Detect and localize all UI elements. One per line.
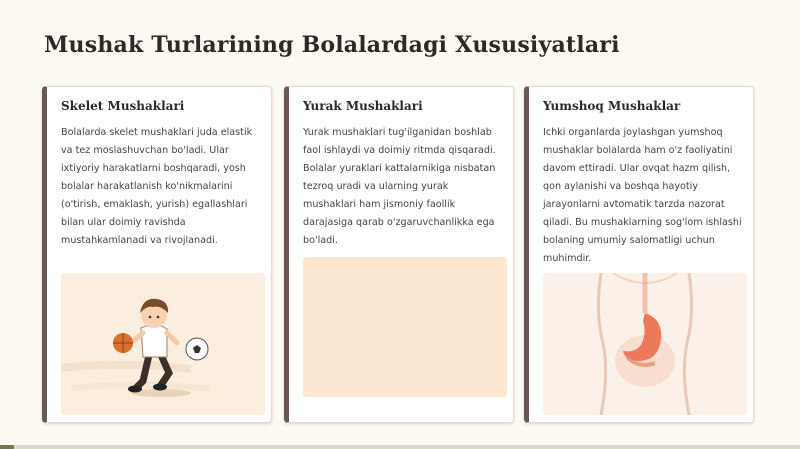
card-heart-muscles — [284, 86, 514, 423]
placeholder-image — [303, 257, 507, 397]
card-skeletal-muscles — [42, 86, 272, 423]
child-playing-ball-icon — [61, 273, 265, 415]
torso-stomach-illustration — [543, 273, 747, 415]
card-heading: Yurak Mushaklari — [303, 99, 423, 113]
card-body-text: Bolalarda skelet mushaklari juda elastik va tez moslashuvchan bo'ladi. Ular ixtiyoriy harakatlarni boshqaradi, yosh bolalar harakatlanish ko'nikmalarini (o'tirish, emaklash, yurish) egallashlari bilan ular doimiy ravishda mustahkamlanadi va rivojlanadi. — [61, 127, 253, 246]
card-heading: Yumshoq Mushaklar — [543, 99, 681, 113]
card-body-text: Ichki organlarda joylashgan yumshoq mushaklar bolalarda ham o'z faoliyatini davom ettiradi. Ular ovqat hazm qilish, qon aylanishi va boshqa hayotiy jarayonlarni avtomatik tarzda nazorat qiladi. Bu mushaklarning sog'lom ishlashi bolaning umumiy salomatligi uchun muhimdir. — [543, 127, 742, 264]
footer-accent — [0, 445, 14, 449]
card-smooth-muscles — [524, 86, 754, 423]
child-playing-ball-illustration — [61, 273, 265, 415]
footer-divider — [0, 445, 800, 449]
torso-stomach-icon — [543, 273, 747, 415]
page-title: Mushak Turlarining Bolalardagi Xususiyatlari — [44, 32, 620, 58]
card-body-text: Yurak mushaklari tug'ilganidan boshlab faol ishlaydi va doimiy ritmda qisqaradi. Bolalar yuraklari kattalarnikiga nisbatan tezroq uradi va ularning yurak mushaklari ham jismoniy faollik darajasiga qarab o'zgaruvchanlikka ega bo'ladi. — [303, 127, 496, 246]
card-heading: Skelet Mushaklari — [61, 99, 185, 113]
